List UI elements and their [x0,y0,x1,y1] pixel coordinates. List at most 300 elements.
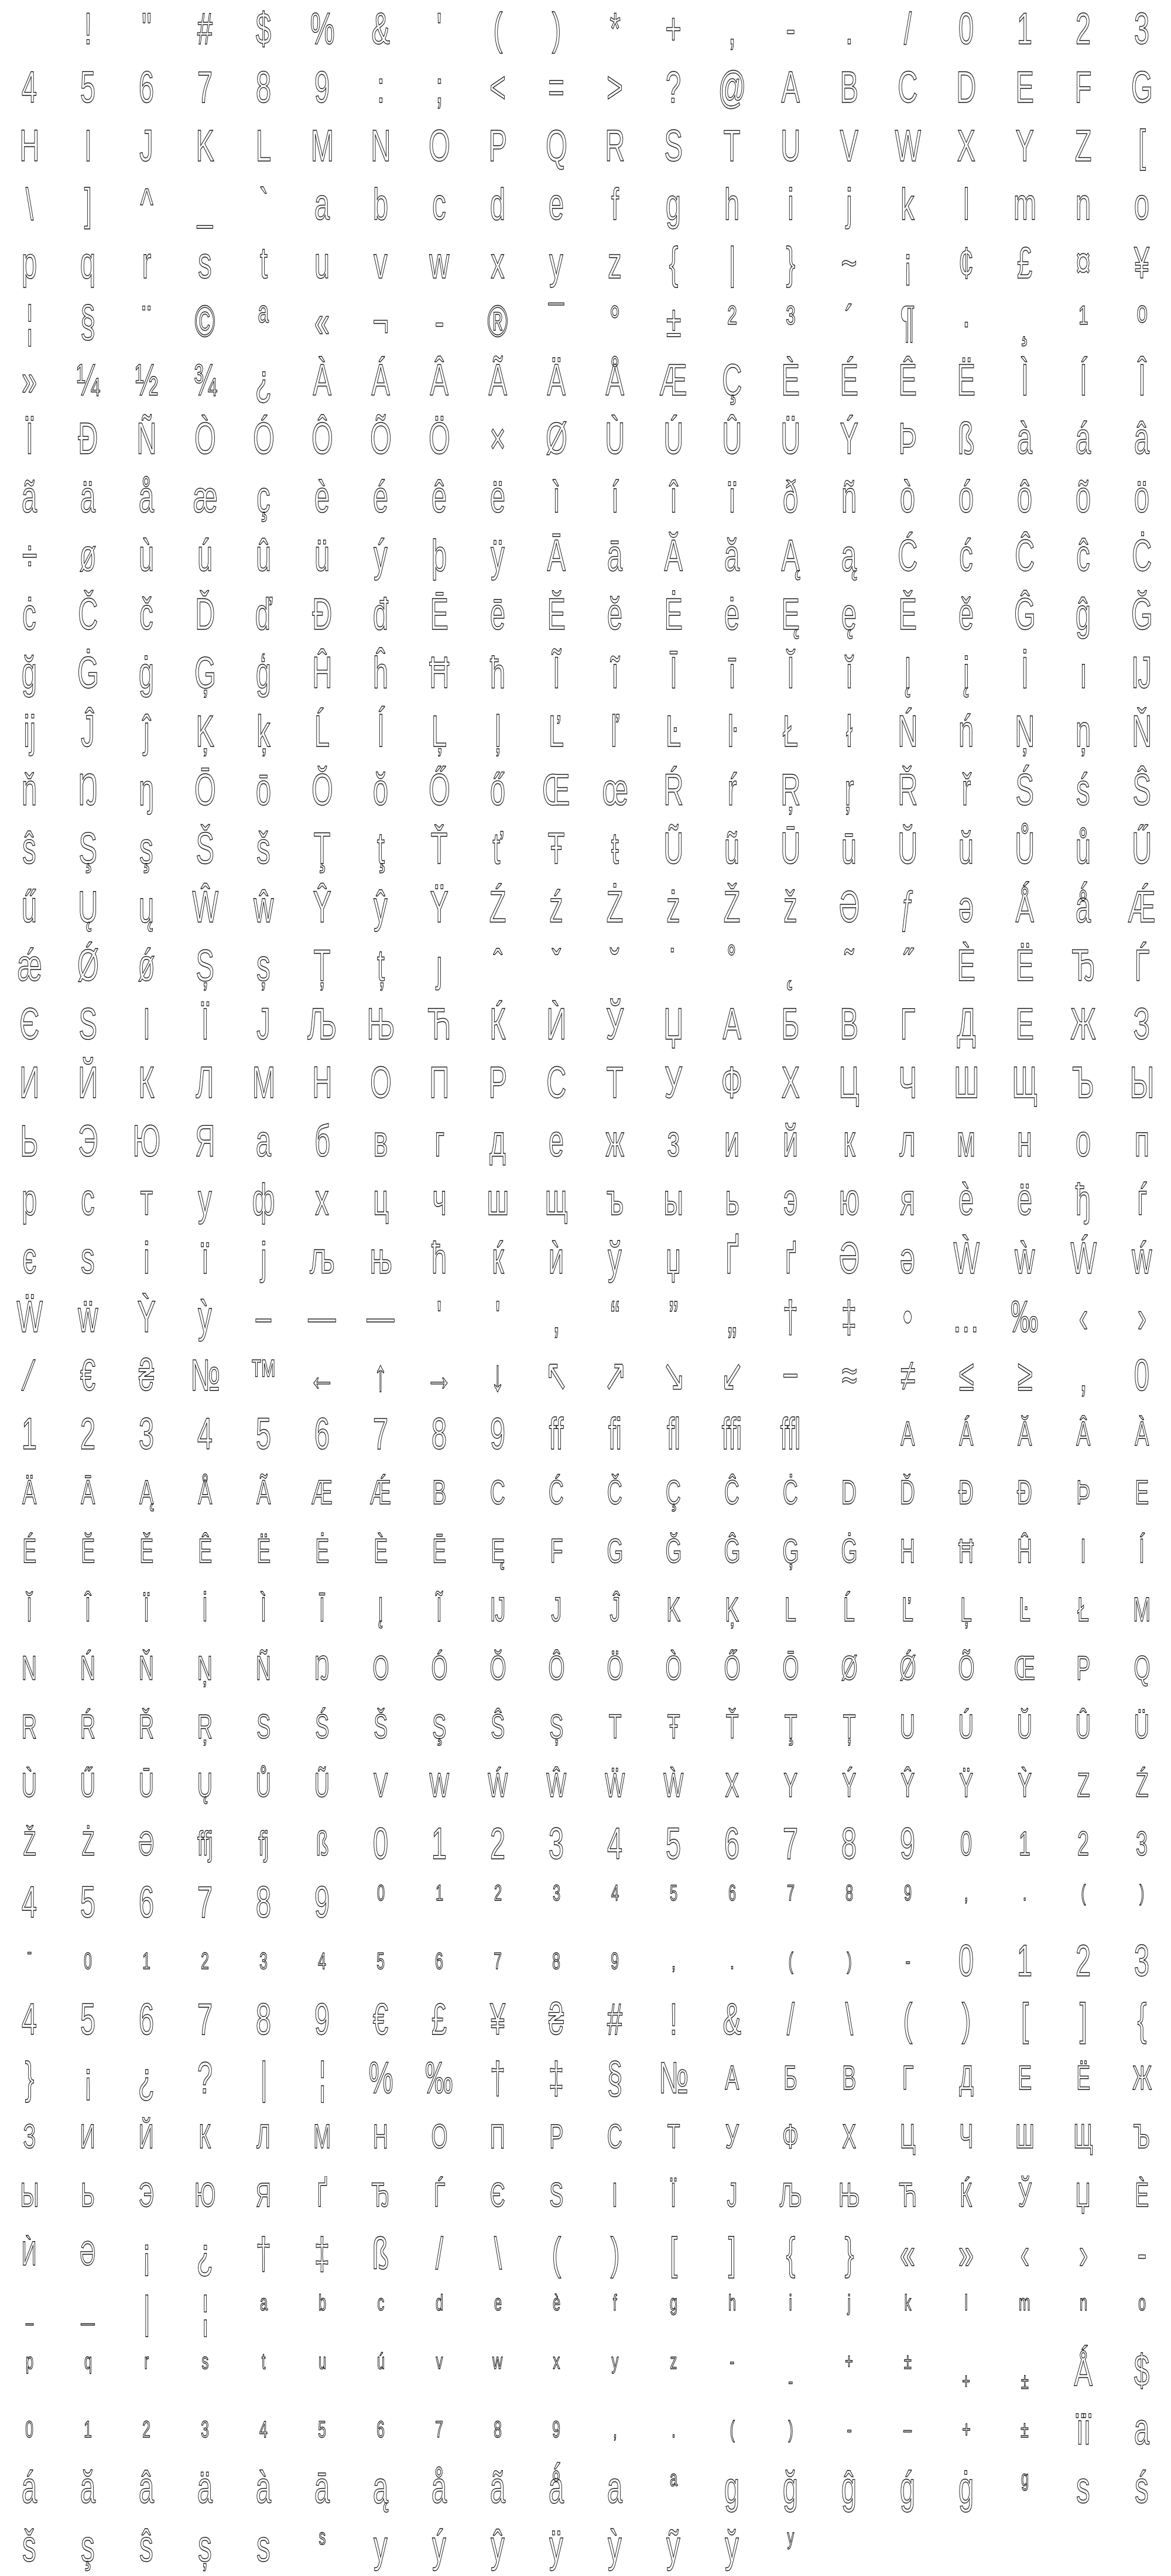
glyph-cell [117,410,176,468]
glyph-cell [820,2225,878,2283]
glyph-cell [820,59,878,117]
glyph: ß [957,414,975,464]
glyph: ì [552,472,560,522]
glyph: Ö [607,1649,623,1687]
glyph-cell [995,703,1054,761]
glyph-cell [117,995,176,1054]
glyph: Л [256,2118,271,2156]
glyph-cell [410,2459,468,2517]
glyph-cell [878,1756,937,1815]
glyph-cell [878,1698,937,1756]
glyph-cell [995,1815,1054,1873]
glyph: è [552,2291,560,2315]
glyph-cell [468,644,527,703]
glyph-cell [644,410,703,468]
glyph: Ó [431,1649,447,1687]
glyph-cell [878,117,937,176]
glyph-cell [937,2049,995,2108]
glyph: ŵ [254,882,273,932]
glyph: Ĩ [436,1591,442,1629]
glyph: х [315,1175,329,1225]
glyph: ġ [958,2463,974,2513]
glyph: Ç [666,1474,681,1512]
glyph-cell [234,410,293,468]
glyph: Ż [81,1825,94,1863]
glyph-cell [59,176,117,234]
glyph-cell [878,820,937,878]
glyph: н [1017,1116,1032,1166]
glyph: , [612,2417,617,2443]
glyph-cell [1112,1522,1171,1581]
glyph: 5 [666,1819,681,1869]
glyph: < [489,63,506,112]
glyph-cell [351,1405,410,1464]
glyph-cell [703,2049,761,2108]
glyph: Ğ [1131,590,1153,639]
glyph-cell [176,761,234,820]
glyph: ¾ [193,355,217,405]
glyph: Ķ [725,1591,739,1629]
glyph-cell [820,2400,878,2459]
glyph-cell [995,1112,1054,1171]
glyph: 1 [432,1819,447,1869]
glyph-cell [937,468,995,527]
glyph: ― [367,1292,395,1342]
glyph-cell [234,117,293,176]
glyph: Ј [256,999,271,1049]
glyph: ǻ [549,2463,564,2513]
glyph-cell [761,1288,820,1347]
glyph-cell [761,468,820,527]
glyph: ú [376,2349,385,2374]
glyph-cell [1054,1932,1112,1991]
glyph-cell [117,1815,176,1873]
glyph-cell [351,1171,410,1229]
glyph-cell [527,2225,586,2283]
glyph-cell [878,878,937,937]
glyph: ŧ [611,824,619,873]
glyph: ' [495,1292,501,1342]
glyph: М [313,2118,331,2156]
glyph-cell [761,820,820,878]
glyph-cell [937,2108,995,2166]
glyph: ñ [841,472,857,522]
glyph-cell [1112,1112,1171,1171]
glyph-cell [1054,410,1112,468]
glyph: ш [487,1175,509,1225]
glyph: \ [25,180,33,229]
glyph-cell [644,117,703,176]
glyph: | [728,238,735,288]
glyph-cell [59,1932,117,1991]
glyph: f [612,2291,617,2315]
glyph-cell [878,468,937,527]
glyph: Ġ [841,1532,857,1570]
glyph: D [956,63,976,112]
glyph-cell [351,2517,410,2576]
glyph: Ә [838,1234,860,1283]
glyph-cell [995,2108,1054,2166]
glyph: Ỳ [1018,1766,1032,1804]
glyph-cell [0,1347,59,1405]
glyph: 4 [22,63,37,112]
glyph: 8 [841,1819,857,1869]
glyph: 3 [1134,4,1149,54]
glyph-cell [586,644,644,703]
glyph-cell [703,176,761,234]
glyph: d [490,180,505,229]
glyph-cell [644,176,703,234]
glyph: 4 [611,1881,619,1906]
glyph: ← [308,1351,336,1400]
glyph: ẃ [1132,1234,1152,1283]
glyph: ő [490,765,505,815]
glyph: 9 [903,1881,912,1906]
glyph: 4 [22,1878,37,1927]
glyph-cell [59,644,117,703]
glyph: щ [545,1175,568,1225]
glyph-cell [761,644,820,703]
glyph: - [788,2369,793,2394]
glyph-cell [234,293,293,351]
glyph: Ẅ [16,1292,42,1342]
glyph-cell [586,2166,644,2225]
glyph: ә [900,1234,915,1283]
glyph-cell [1054,2517,1112,2576]
glyph: — [81,2311,95,2335]
glyph-cell [761,1054,820,1112]
glyph-cell [1112,878,1171,937]
glyph-cell [1112,351,1171,410]
glyph: ǽ [17,941,42,991]
glyph-cell [351,2049,410,2108]
glyph-cell [878,1347,937,1405]
glyph: Ų [197,1766,213,1804]
glyph: ŏ [373,765,388,815]
glyph-cell [1054,1756,1112,1815]
glyph: Р [488,1058,507,1108]
glyph: ı [1079,648,1087,698]
glyph-cell [878,2342,937,2400]
glyph-cell [878,1464,937,1522]
glyph: Ć [898,531,917,581]
glyph-cell [586,585,644,644]
glyph: ỳ [608,2522,622,2571]
glyph: Ö [428,414,450,464]
glyph: Ķ [196,707,214,756]
glyph: W [894,121,920,171]
glyph: È [374,1532,388,1570]
glyph-cell [703,1581,761,1639]
glyph-cell [351,293,410,351]
glyph-cell [351,937,410,995]
glyph: ş [139,824,153,873]
glyph: О [369,1058,392,1108]
glyph: í [611,472,619,522]
glyph-cell [293,995,351,1054]
glyph: 0 [25,2417,33,2443]
glyph: # [197,4,213,54]
glyph-cell [117,117,176,176]
glyph-cell [293,1054,351,1112]
glyph-cell [1112,1405,1171,1464]
glyph: Ќ [960,2176,973,2214]
glyph-cell [351,59,410,117]
glyph-cell [995,1229,1054,1288]
glyph: ŀ [727,707,737,756]
glyph: [ [1021,1995,1029,2044]
glyph: K [666,1591,680,1629]
glyph: 2 [490,1819,505,1869]
glyph: Ў [606,999,624,1049]
glyph: љ [309,1234,335,1283]
glyph: Н [312,1058,332,1108]
glyph: } [786,238,795,288]
glyph: К [198,2118,211,2156]
glyph-cell [703,1639,761,1698]
glyph-cell [995,410,1054,468]
glyph: ý [432,2522,446,2571]
glyph-cell [293,1347,351,1405]
glyph: Ľ [549,707,564,756]
glyph: Ĉ [1015,531,1035,581]
glyph-cell [59,2283,117,2342]
glyph-cell [468,1405,527,1464]
glyph: ĺ [378,707,384,756]
glyph-cell [351,1698,410,1756]
glyph-cell [1054,937,1112,995]
glyph: 6 [139,1878,154,1927]
glyph: ≥ [1017,1351,1032,1400]
glyph-cell [59,2459,117,2517]
glyph-cell [234,1581,293,1639]
glyph: ú [197,531,213,581]
glyph: G [1131,63,1153,112]
glyph-cell [820,1756,878,1815]
glyph: Ġ [77,648,99,698]
glyph: Ц [838,1058,860,1108]
glyph: J [139,121,153,171]
glyph: İ [1021,648,1029,698]
glyph-cell [59,0,117,59]
glyph-cell [995,2166,1054,2225]
glyph-cell [820,468,878,527]
glyph: ffj [197,1825,213,1863]
glyph-cell [937,0,995,59]
glyph-cell [468,2400,527,2459]
glyph: Ț [843,1708,855,1746]
glyph: Œ [542,765,570,815]
glyph: ç [256,472,271,522]
glyph: ) [1139,1881,1144,1906]
glyph-cell [293,1171,351,1229]
glyph: S [256,1708,271,1746]
glyph: № [658,2053,689,2103]
glyph-cell [761,2166,820,2225]
glyph: ā [314,2463,330,2513]
glyph: ы [663,1175,683,1225]
glyph: % [368,2053,393,2103]
glyph: É [840,355,858,405]
glyph-cell [0,878,59,937]
glyph: Ì [261,1591,266,1629]
glyph: + [961,2417,971,2443]
glyph-cell [410,878,468,937]
glyph: Ш [1015,2118,1035,2156]
glyph-cell [176,468,234,527]
glyph: ÷ [22,531,37,581]
glyph-cell [937,1756,995,1815]
glyph-cell [820,1405,878,1464]
glyph: « [900,2229,915,2279]
glyph-cell [1054,1171,1112,1229]
glyph-cell [995,176,1054,234]
glyph-cell [878,2108,937,2166]
glyph-cell [644,1464,703,1522]
glyph: ĕ [607,590,622,639]
glyph-cell [761,2517,820,2576]
glyph: Ŭ [898,824,917,873]
glyph-cell [1112,761,1171,820]
glyph-cell [878,1054,937,1112]
glyph-cell [59,878,117,937]
glyph: Л [196,1058,214,1108]
glyph-cell [820,1112,878,1171]
glyph-cell [234,59,293,117]
glyph: Џ [663,999,683,1049]
glyph: о [1076,1116,1091,1166]
glyph: Ẃ [1070,1234,1096,1283]
glyph-cell [0,293,59,351]
glyph-cell [293,1639,351,1698]
glyph-cell [761,117,820,176]
glyph: 4 [197,1409,213,1459]
glyph: Ä [547,355,566,405]
glyph: Р [549,2118,563,2156]
glyph: Ы [20,2176,39,2214]
glyph: Ģ [194,648,216,698]
glyph: ĳ [23,707,36,756]
glyph: v [374,238,388,288]
glyph: • [902,1292,913,1342]
glyph-cell [527,2166,586,2225]
glyph-cell [703,1229,761,1288]
glyph-cell [878,2517,937,2576]
glyph-cell [937,878,995,937]
glyph: ß [372,2229,389,2279]
glyph: Ъ [1072,1058,1094,1108]
glyph-cell [0,1054,59,1112]
glyph-cell [468,351,527,410]
glyph: ˘ [610,941,619,991]
glyph: - [846,2417,851,2443]
glyph: Ч [898,1058,917,1108]
glyph: и [724,1116,739,1166]
glyph-cell [0,0,59,59]
glyph-cell [293,2225,351,2283]
glyph: € [373,1995,388,2044]
glyph: ª [258,297,269,347]
glyph: Ѓ [433,2176,445,2214]
glyph-cell [176,2225,234,2283]
glyph-cell [878,59,937,117]
glyph-cell [761,410,820,468]
glyph-cell [234,351,293,410]
glyph: Ů [256,1766,271,1804]
glyph-cell [468,1698,527,1756]
glyph: ź [549,882,563,932]
glyph-cell [234,0,293,59]
glyph: ď [255,590,272,639]
glyph-cell [293,176,351,234]
glyph-cell [117,0,176,59]
glyph-cell [644,1347,703,1405]
glyph: Ѐ [957,941,975,991]
glyph: Ŗ [780,765,800,815]
glyph: . [671,2417,676,2443]
glyph: Њ [838,2176,860,2214]
glyph-cell [293,1698,351,1756]
glyph-cell [527,995,586,1054]
glyph-cell [1112,527,1171,585]
glyph-cell [117,2517,176,2576]
glyph-cell [117,2459,176,2517]
glyph: З [23,2118,36,2156]
glyph: − [782,1351,799,1400]
glyph-cell [176,234,234,293]
glyph: å [139,472,154,522]
glyph-cell [878,2400,937,2459]
glyph: ? [197,2053,213,2103]
glyph: ĩ [611,648,619,698]
glyph-cell [937,527,995,585]
glyph: 9 [611,1948,619,1974]
glyph-cell [878,234,937,293]
glyph: 4 [22,1995,37,2044]
glyph-cell [527,1581,586,1639]
glyph: ö [1134,472,1149,522]
glyph: . [730,1948,734,1974]
glyph: џ [666,1234,681,1283]
glyph: Э [78,1116,98,1166]
glyph: Ň [1132,707,1152,756]
glyph-cell [527,1347,586,1405]
glyph-cell [117,2283,176,2342]
glyph: n [1079,2291,1087,2315]
glyph: 0 [373,1819,388,1869]
glyph: ś [1076,765,1090,815]
glyph: s [256,2522,271,2571]
glyph-cell [351,351,410,410]
glyph: ¦ [319,2053,326,2103]
glyph: Ć [549,1474,564,1512]
glyph: s [1076,2463,1090,2513]
glyph-cell [468,1347,527,1405]
glyph-cell [995,1698,1054,1756]
glyph: і [143,1234,149,1283]
glyph: _ [197,180,213,229]
glyph: ħ [490,648,505,698]
glyph: z [670,2349,677,2374]
glyph-cell [820,703,878,761]
glyph-cell [878,293,937,351]
glyph: U [780,121,800,171]
glyph-cell [176,703,234,761]
glyph-cell [234,1873,293,1932]
glyph-cell [527,1756,586,1815]
glyph-cell [937,351,995,410]
glyph-cell [351,2283,410,2342]
